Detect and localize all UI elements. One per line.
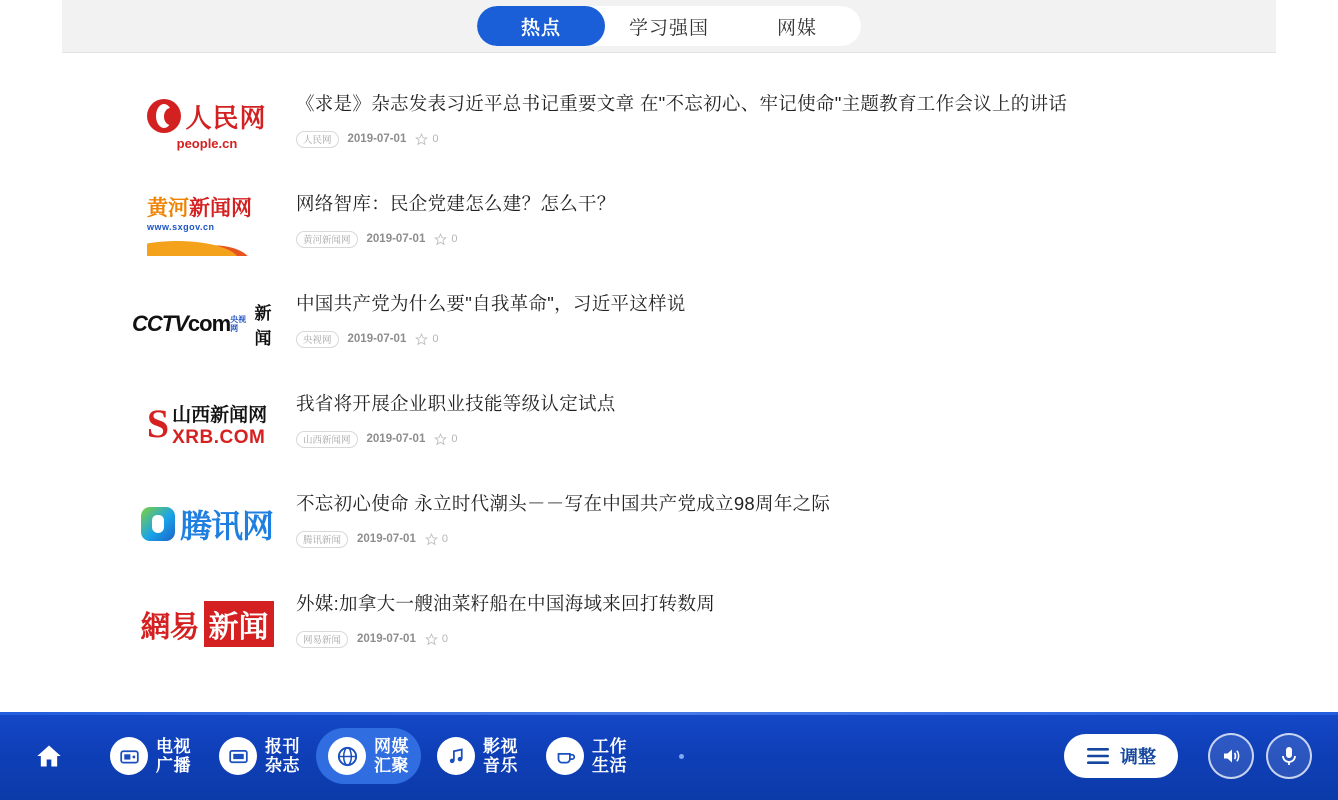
favorite-count[interactable] (425, 533, 448, 546)
nav-label-line2: 音乐 (483, 756, 518, 775)
favorite-number: 0 (432, 333, 439, 346)
nav-item-film-music[interactable] (425, 728, 530, 784)
logo-text: 腾讯网 (179, 508, 273, 544)
source-badge: 人民网 (296, 131, 339, 148)
people-cn-logo (132, 88, 282, 160)
nav-label-line2: 杂志 (265, 756, 300, 775)
decorative-dot (679, 754, 684, 759)
list-item[interactable] (62, 74, 1276, 174)
news-title[interactable]: 中国共产党为什么要"自我革命"，习近平这样说 (296, 293, 686, 314)
adjust-button[interactable] (1064, 734, 1178, 778)
star-icon (425, 633, 438, 646)
nav-label-line2: 生活 (592, 756, 627, 775)
favorite-number: 0 (451, 233, 458, 246)
people-mark-icon (147, 99, 181, 133)
news-text (296, 88, 1206, 148)
logo-text-b: 新闻网 (189, 197, 252, 220)
star-icon (434, 433, 447, 446)
news-title[interactable]: 外媒:加拿大一艘油菜籽船在中国海域来回打转数周 (296, 593, 716, 614)
nav-label-line1: 报刊 (265, 737, 300, 756)
nav-item-web-media[interactable] (316, 728, 421, 784)
nav-item-work-life[interactable] (534, 728, 639, 784)
news-meta (296, 431, 1206, 448)
news-text (296, 588, 1206, 648)
cctv-com-logo (132, 288, 282, 360)
news-date: 2019-07-01 (366, 433, 426, 446)
favorite-count[interactable] (425, 633, 448, 646)
logo-text-a: 黄河 (147, 197, 189, 220)
star-icon (415, 133, 428, 146)
source-badge: 黄河新闻网 (296, 231, 358, 248)
swoosh-icon (147, 232, 267, 256)
list-item[interactable] (62, 374, 1276, 474)
hamburger-icon (1086, 747, 1110, 765)
news-date: 2019-07-01 (366, 233, 426, 246)
favorite-count[interactable] (415, 133, 438, 146)
list-item[interactable] (62, 474, 1276, 574)
nav-item-tv-radio[interactable] (98, 728, 203, 784)
list-item[interactable] (62, 174, 1276, 274)
microphone-button[interactable] (1266, 733, 1312, 779)
nav-items (98, 728, 639, 784)
news-date: 2019-07-01 (347, 333, 407, 346)
top-tab-bar (62, 0, 1276, 53)
nav-label-line1: 影视 (483, 737, 518, 756)
favorite-number: 0 (451, 433, 458, 446)
tab-hot[interactable]: 热点 (477, 6, 605, 46)
news-title[interactable]: 《求是》杂志发表习近平总书记重要文章 在"不忘初心、牢记使命"主题教育工作会议上的讲话 (296, 93, 1068, 114)
adjust-label: 调整 (1120, 747, 1156, 767)
source-badge: 腾讯新闻 (296, 531, 348, 548)
xrb-mark-icon: S (146, 401, 170, 446)
news-meta (296, 331, 1206, 348)
favorite-count[interactable] (434, 233, 457, 246)
logo-url: www.sxgov.cn (147, 222, 215, 232)
news-title[interactable]: 网络智库：民企党建怎么建？怎么干？ (296, 193, 616, 214)
cup-icon (546, 737, 584, 775)
logo-text-cn: 新闻 (254, 304, 272, 348)
news-meta (296, 231, 1206, 248)
bottom-nav-bar (0, 712, 1338, 800)
news-title[interactable]: 不忘初心使命 永立时代潮头－－写在中国共产党成立98周年之际 (296, 493, 831, 514)
news-date: 2019-07-01 (357, 533, 416, 546)
logo-subtext: people.cn (176, 135, 238, 151)
netease-news-logo (132, 588, 282, 660)
nav-label-line2: 广播 (156, 756, 191, 775)
nav-label-line2: 汇聚 (374, 756, 409, 775)
news-meta (296, 531, 1206, 548)
shanxi-xrb-logo (132, 388, 282, 460)
favorite-number: 0 (441, 633, 448, 646)
globe-icon (328, 737, 366, 775)
logo-text: 網易 (140, 611, 199, 644)
logo-text: 人民网 (185, 102, 267, 133)
logo-subtext: XRB.COM (172, 426, 266, 448)
nav-label-line1: 电视 (156, 737, 191, 756)
news-text (296, 288, 1206, 348)
huanghe-news-logo (132, 188, 282, 260)
news-text (296, 388, 1206, 448)
volume-icon (1219, 744, 1243, 768)
logo-text: 山西新闻网 (172, 404, 268, 426)
volume-button[interactable] (1208, 733, 1254, 779)
list-item[interactable] (62, 574, 1276, 674)
favorite-count[interactable] (415, 333, 438, 346)
music-icon (437, 737, 475, 775)
tencent-logo (132, 488, 282, 560)
news-text (296, 488, 1206, 548)
left-gutter (0, 0, 62, 800)
home-button[interactable] (26, 733, 72, 779)
news-meta (296, 631, 1206, 648)
favorite-number: 0 (432, 133, 439, 146)
news-title[interactable]: 我省将开展企业职业技能等级认定试点 (296, 393, 616, 414)
nav-label-line1: 工作 (592, 737, 627, 756)
news-text (296, 188, 1206, 248)
tab-xuexiqiangguo[interactable]: 学习强国 (605, 6, 733, 46)
source-badge: 央视网 (296, 331, 339, 348)
right-gutter (1276, 0, 1338, 800)
tabs-container (477, 6, 861, 46)
star-icon (415, 333, 428, 346)
tencent-mark-icon (141, 507, 175, 541)
logo-text-main: CCTV (132, 311, 188, 336)
list-item[interactable] (62, 274, 1276, 374)
star-icon (425, 533, 438, 546)
news-meta (296, 131, 1206, 148)
home-icon (34, 742, 64, 770)
source-badge: 网易新闻 (296, 631, 348, 648)
favorite-count[interactable] (434, 433, 457, 446)
logo-text-sub: com (187, 311, 231, 336)
microphone-icon (1277, 744, 1301, 768)
logo-text-boxed: 新闻 (204, 601, 274, 647)
news-date: 2019-07-01 (347, 133, 407, 146)
nav-label-line1: 网媒 (374, 737, 409, 756)
news-date: 2019-07-01 (357, 633, 416, 646)
news-list[interactable] (62, 54, 1276, 712)
logo-badge: 央视网 (230, 315, 247, 333)
star-icon (434, 233, 447, 246)
tv-icon (110, 737, 148, 775)
favorite-number: 0 (441, 533, 448, 546)
newspaper-icon (219, 737, 257, 775)
nav-item-newspaper-magazine[interactable] (207, 728, 312, 784)
source-badge: 山西新闻网 (296, 431, 358, 448)
tab-wangmei[interactable]: 网媒 (733, 6, 861, 46)
